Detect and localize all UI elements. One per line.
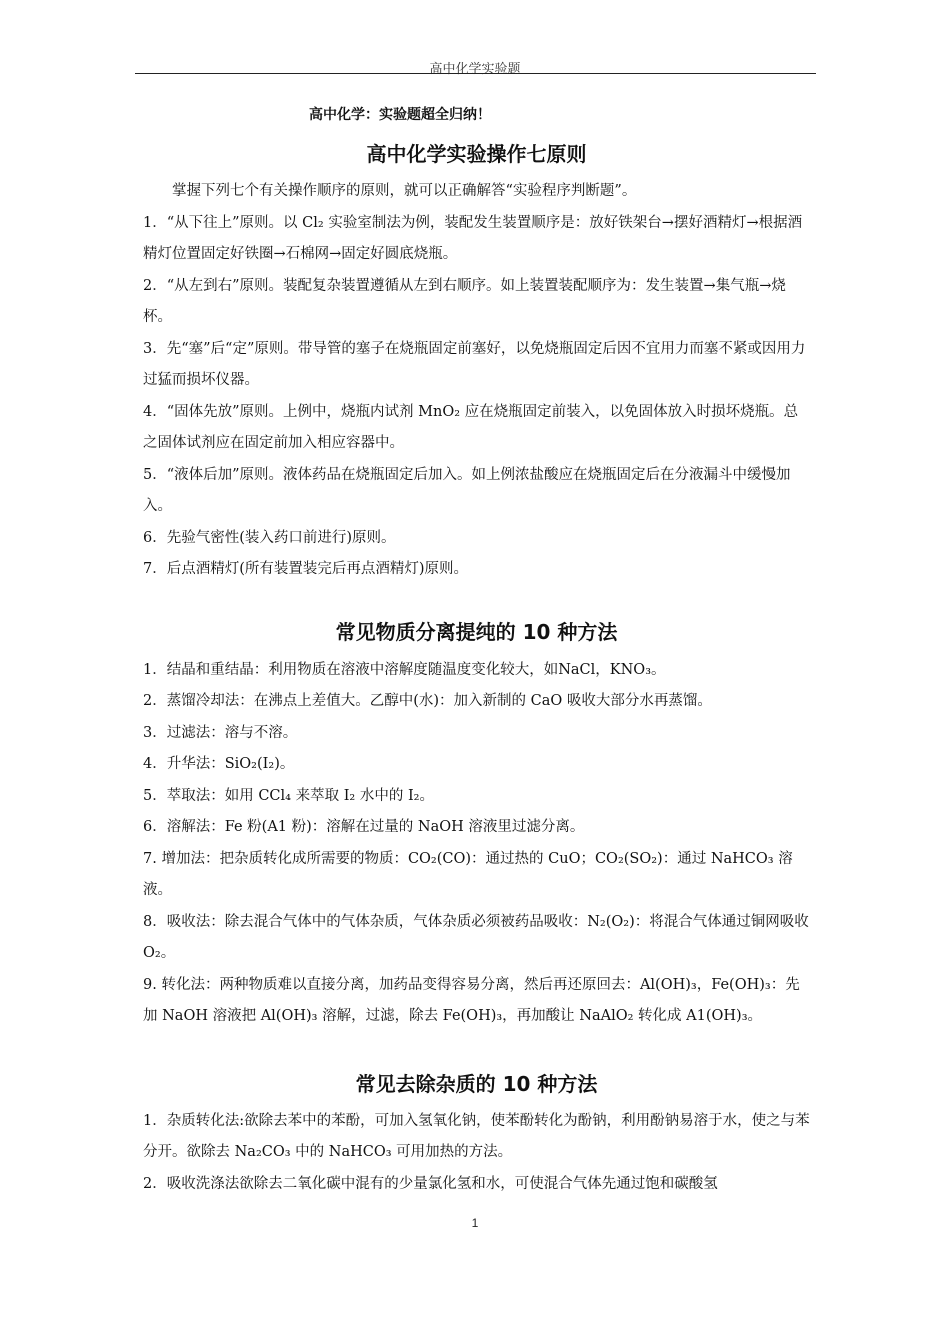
- list-item: 7．后点酒精灯(所有装置装完后再点酒精灯)原则。: [143, 561, 469, 577]
- list-item: 8．吸收法：除去混合气体中的气体杂质，气体杂质必须被药品吸收：N₂(O₂)：将混合气体通过铜网吸收 O₂。: [143, 913, 809, 961]
- section-title-impurity-removal: 常见去除杂质的 10 种方法: [355, 1071, 598, 1096]
- doc-title: 高中化学：实验题超全归纳！: [309, 107, 491, 123]
- document-body: [143, 98, 810, 1200]
- list-item: 9. 转化法：两种物质难以直接分离，加药品变得容易分离，然后再还原回去：Al(OH)₃，Fe(OH)₃：先加 NaOH 溶液把 Al(OH)₃ 溶解，过滤，除去 Fe(OH)₃，再加酸让 NaAlO₂ 转化成 A1(OH)₃。: [143, 976, 800, 1024]
- list-item: 1．结晶和重结晶：利用物质在溶液中溶解度随温度变化较大，如NaCl，KNO₃。: [143, 661, 666, 678]
- page-header-title: 高中化学实验题: [429, 62, 521, 77]
- list-item: 2．“从左到右”原则。装配复杂装置遵循从左到右顺序。如上装置装配顺序为：发生装置→集气瓶→烧杯。: [143, 277, 786, 325]
- list-item: 5．萃取法：如用 CCl₄ 来萃取 I₂ 水中的 I₂。: [143, 787, 434, 804]
- list-item: 6．溶解法：Fe 粉(A1 粉)：溶解在过量的 NaOH 溶液里过滤分离。: [143, 819, 585, 835]
- list-item: 1．杂质转化法:欲除去苯中的苯酚，可加入氢氧化钠，使苯酚转化为酚钠，利用酚钠易溶于水，使之与苯分开。欲除去 Na₂CO₃ 中的 NaHCO₃ 可用加热的方法。: [143, 1112, 810, 1160]
- list-item: 7. 增加法：把杂质转化成所需要的物质：CO₂(CO)：通过热的 CuO；CO₂(SO₂)：通过 NaHCO₃ 溶液。: [143, 850, 793, 898]
- list-item: 1．“从下往上”原则。以 Cl₂ 实验室制法为例，装配发生装置顺序是：放好铁架台→摆好酒精灯→根据酒精灯位置固定好铁圈→石棉网→固定好圆底烧瓶。: [143, 214, 803, 262]
- list-item: 2．吸收洗涤法欲除去二氧化碳中混有的少量氯化氢和水，可使混合气体先通过饱和碳酸氢: [143, 1175, 718, 1192]
- list-item: 4．升华法：SiO₂(I₂)。: [143, 756, 295, 772]
- list-item: 2．蒸馏冷却法：在沸点上差值大。乙醇中(水)：加入新制的 CaO 吸收大部分水再蒸馏。: [143, 693, 712, 709]
- section-intro: 掌握下列七个有关操作顺序的原则，就可以正确解答“实验程序判断题”。: [172, 183, 637, 199]
- page-number: 1: [471, 1216, 479, 1230]
- list-item: 5．“液体后加”原则。液体药品在烧瓶固定后加入。如上例浓盐酸应在烧瓶固定后在分液漏斗中缓慢加入。: [143, 466, 791, 514]
- list-item: 3．过滤法：溶与不溶。: [143, 724, 298, 741]
- list-item: 3．先“塞”后“定”原则。带导管的塞子在烧瓶固定前塞好，以免烧瓶固定后因不宜用力而塞不紧或因用力过猛而损坏仪器。: [143, 340, 806, 388]
- list-item: 6．先验气密性(装入药口前进行)原则。: [143, 529, 396, 546]
- section-title-separation-methods: 常见物质分离提纯的 10 种方法: [335, 619, 618, 644]
- header-rule: [135, 73, 816, 74]
- section-title-seven-principles: 高中化学实验操作七原则: [366, 142, 587, 166]
- list-item: 4．“固体先放”原则。上例中，烧瓶内试剂 MnO₂ 应在烧瓶固定前装入，以免固体放入时损坏烧瓶。总之固体试剂应在固定前加入相应容器中。: [143, 403, 799, 451]
